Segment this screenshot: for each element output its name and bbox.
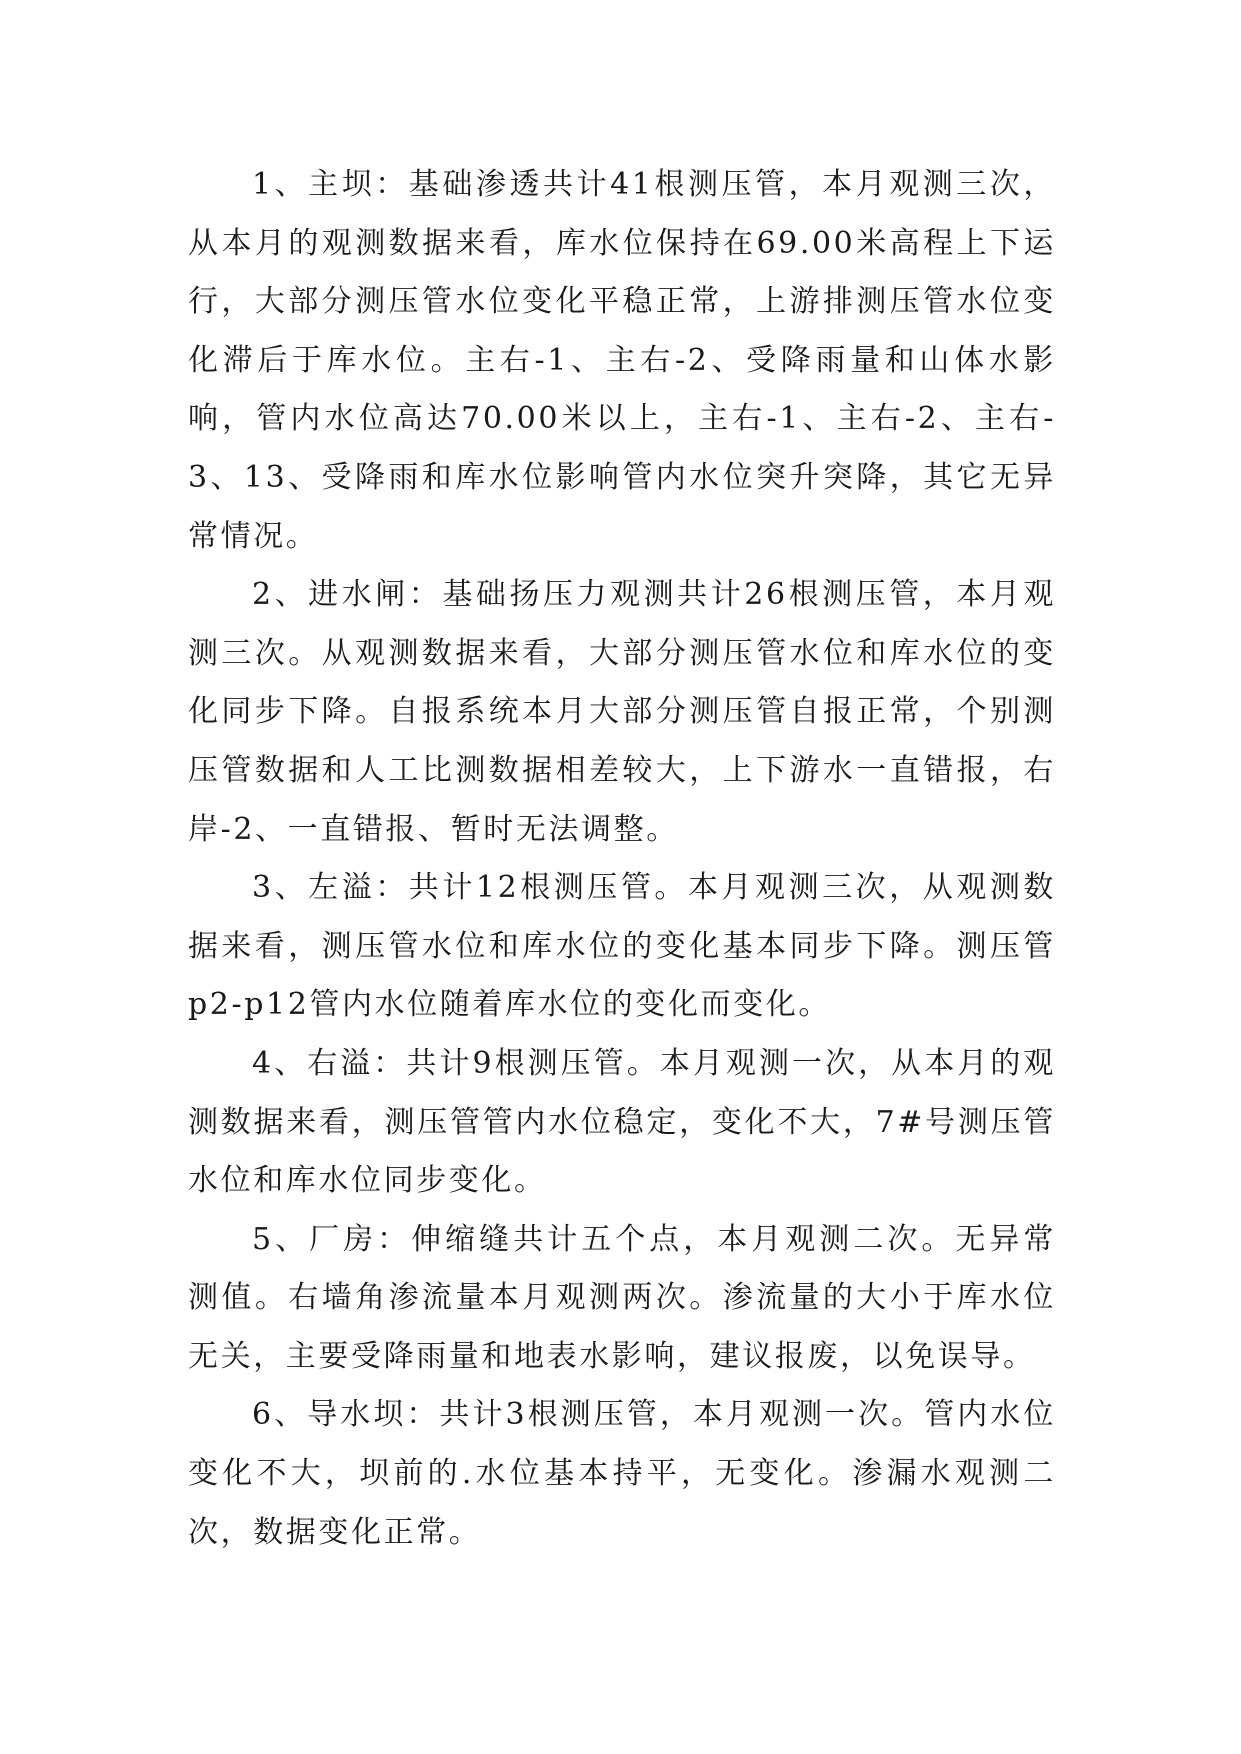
- paragraph-diversion-dam: 6、导水坝：共计3根测压管，本月观测一次。管内水位变化不大，坝前的.水位基本持平，无变化。渗漏水观测二次，数据变化正常。: [188, 1397, 1056, 1550]
- paragraph-powerhouse: 5、厂房：伸缩缝共计五个点，本月观测二次。无异常测值。右墙角渗流量本月观测两次。渗流量的大小于库水位无关，主要受降雨量和地表水影响，建议报废，以免误导。: [188, 1221, 1056, 1374]
- paragraph-right-spillway: 4、右溢：共计9根测压管。本月观测一次，从本月的观测数据来看，测压管管内水位稳定，变化不大，7#号测压管水位和库水位同步变化。: [188, 1045, 1056, 1199]
- document-body: [188, 156, 1056, 1562]
- paragraph-left-spillway: 3、左溢：共计12根测压管。本月观测三次，从观测数据来看，测压管水位和库水位的变化基本同步下降。测压管p2-p12管内水位随着库水位的变化而变化。: [188, 870, 1056, 1023]
- paragraph-main-dam: 1、主坝：基础渗透共计41根测压管，本月观测三次，从本月的观测数据来看，库水位保持在69.00米高程上下运行，大部分测压管水位变化平稳正常，上游排测压管水位变化滞后于库水位。主右-1、主右-2、受降雨量和山体水影响，管内水位高达70.00米以上，主右-1、主右-2、主右-3、13、受降雨和库水位影响管内水位突升突降，其它无异常情况。: [188, 167, 1056, 554]
- paragraph-intake-gate: 2、进水闸：基础扬压力观测共计26根测压管，本月观测三次。从观测数据来看，大部分测压管水位和库水位的变化同步下降。自报系统本月大部分测压管自报正常，个别测压管数据和人工比测数据相差较大，上下游水一直错报，右岸-2、一直错报、暂时无法调整。: [188, 577, 1056, 847]
